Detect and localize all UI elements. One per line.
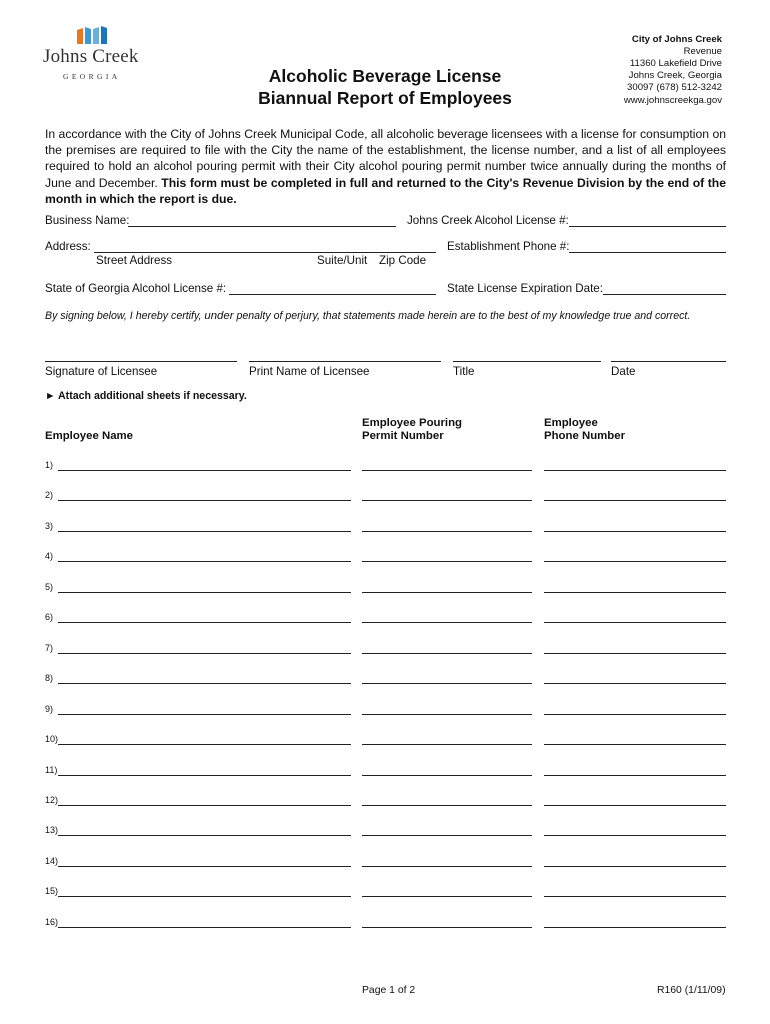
permit-number-field[interactable] [362,805,532,806]
row-number: 16) [45,917,59,927]
row-number: 12) [45,795,59,805]
date-field[interactable] [611,361,726,362]
employee-name-field[interactable] [58,683,351,684]
intro-paragraph [45,126,726,207]
phone-number-field[interactable] [544,775,726,776]
row-number: 9) [45,704,54,714]
row-number: 3) [45,521,54,531]
employee-name-field[interactable] [58,622,351,623]
employee-name-field[interactable] [58,531,351,532]
employee-name-field[interactable] [58,896,351,897]
permit-number-field[interactable] [362,531,532,532]
employee-name-field[interactable] [58,835,351,836]
address-label: Address: [45,240,91,253]
suite-unit-caption: Suite/Unit [317,254,368,267]
permit-header-line1: Employee Pouring [362,417,463,429]
permit-number-field[interactable] [362,835,532,836]
certification-text: By signing below, I hereby certify, [45,310,205,322]
employee-name-field[interactable] [58,744,351,745]
page-number: Page 1 of 2 [362,985,416,996]
phone-number-field[interactable] [544,500,726,501]
address-line: City of Johns Creek [631,34,722,45]
employee-name-field[interactable] [58,927,351,928]
phone-header-line2: Phone Number [544,430,626,442]
address-line: Revenue [683,46,722,57]
phone-number-field[interactable] [544,531,726,532]
signature-field[interactable] [45,361,237,362]
state-license-label: State of Georgia Alcohol License #: [45,282,227,295]
intro-text: In accordance with the City of Johns Creek Municipal Code, all alcoholic beverage licensees with a license for consumption on the premises are required to file with the City the name of the establishment, the license number, and a list of all employees required to hold an alcohol pouring permit with their City alcohol pouring permit number twice annually during the months of June and December. [45,127,726,190]
row-number: 10) [45,734,59,744]
row-number: 7) [45,643,54,653]
employee-name-field[interactable] [58,500,351,501]
row-number: 4) [45,551,54,561]
phone-number-header [544,417,625,443]
permit-number-field[interactable] [362,500,532,501]
phone-number-field[interactable] [544,683,726,684]
permit-number-field[interactable] [362,683,532,684]
employee-name-field[interactable] [58,653,351,654]
address-line: 11360 Lakefield Drive [629,58,722,69]
state-expiration-label: State License Expiration Date: [447,282,603,295]
phone-number-field[interactable] [544,653,726,654]
row-number: 6) [45,612,54,622]
address-block [560,34,722,114]
permit-number-field[interactable] [362,744,532,745]
employee-name-field[interactable] [58,805,351,806]
permit-number-field[interactable] [362,622,532,623]
logo-name: Johns Creek [43,46,139,67]
state-license-field[interactable] [229,294,436,295]
permit-number-field[interactable] [362,470,532,471]
alcohol-license-label: Johns Creek Alcohol License #: [407,214,569,227]
establishment-phone-field[interactable] [569,252,726,253]
row-number: 2) [45,490,54,500]
form-title-line1: Alcoholic Beverage License [268,66,502,86]
certification-statement [45,309,715,323]
phone-number-field[interactable] [544,744,726,745]
certification-text: penalty of perjury, that statements made herein are to the best of my knowledge true and correct. [233,310,691,322]
print-name-field[interactable] [249,361,441,362]
permit-number-field[interactable] [362,592,532,593]
employee-name-field[interactable] [58,866,351,867]
address-line: 30097 (678) 512-3242 [627,82,722,93]
print-name-caption: Print Name of Licensee [249,365,370,378]
row-number: 13) [45,825,59,835]
phone-number-field[interactable] [544,561,726,562]
phone-number-field[interactable] [544,805,726,806]
form-number: R160 (1/11/09) [657,985,726,996]
address-field[interactable] [94,252,436,253]
title-field[interactable] [453,361,601,362]
zip-code-caption: Zip Code [379,254,427,267]
employee-name-field[interactable] [58,470,351,471]
website-link[interactable]: www.johnscreekga.gov [623,95,722,106]
state-expiration-field[interactable] [603,294,726,295]
employee-name-header: Employee Name [45,430,133,442]
permit-number-field[interactable] [362,653,532,654]
permit-header-line2: Permit Number [362,430,444,442]
phone-number-field[interactable] [544,592,726,593]
permit-number-field[interactable] [362,714,532,715]
permit-number-field[interactable] [362,927,532,928]
phone-number-field[interactable] [544,927,726,928]
phone-number-field[interactable] [544,714,726,715]
row-number: 1) [45,460,54,470]
employee-name-field[interactable] [58,592,351,593]
intro-bold-text: This form must be completed in full and returned to the City's Revenue Division by the end of the month in which the report is due. [45,175,727,206]
street-address-caption: Street Address [96,254,173,267]
phone-header-line1: Employee [544,417,598,429]
row-number: 5) [45,582,54,592]
row-number: 15) [45,886,59,896]
title-caption: Title [453,365,475,378]
permit-number-header [362,417,462,443]
phone-number-field[interactable] [544,896,726,897]
attach-note: ► Attach additional sheets if necessary. [45,390,247,402]
employee-name-field[interactable] [58,561,351,562]
city-logo-icon [77,26,111,46]
phone-number-field[interactable] [544,866,726,867]
logo-subtitle: GEORGIA [63,72,121,81]
row-number: 14) [45,856,59,866]
phone-number-field[interactable] [544,835,726,836]
business-name-field[interactable] [128,226,396,227]
row-number: 8) [45,673,54,683]
permit-number-field[interactable] [362,896,532,897]
permit-number-field[interactable] [362,561,532,562]
date-caption: Date [611,365,636,378]
phone-number-field[interactable] [544,470,726,471]
row-number: 11) [45,765,58,775]
certification-emphasis: under [204,310,234,322]
alcohol-license-field[interactable] [569,226,726,227]
address-line: Johns Creek, Georgia [628,70,722,81]
permit-number-field[interactable] [362,866,532,867]
permit-number-field[interactable] [362,775,532,776]
form-title-line2: Biannual Report of Employees [258,88,512,108]
employee-name-field[interactable] [58,775,351,776]
signature-caption: Signature of Licensee [45,365,158,378]
business-name-label: Business Name: [45,214,130,227]
establishment-phone-label: Establishment Phone #: [447,240,570,253]
phone-number-field[interactable] [544,622,726,623]
employee-name-field[interactable] [58,714,351,715]
